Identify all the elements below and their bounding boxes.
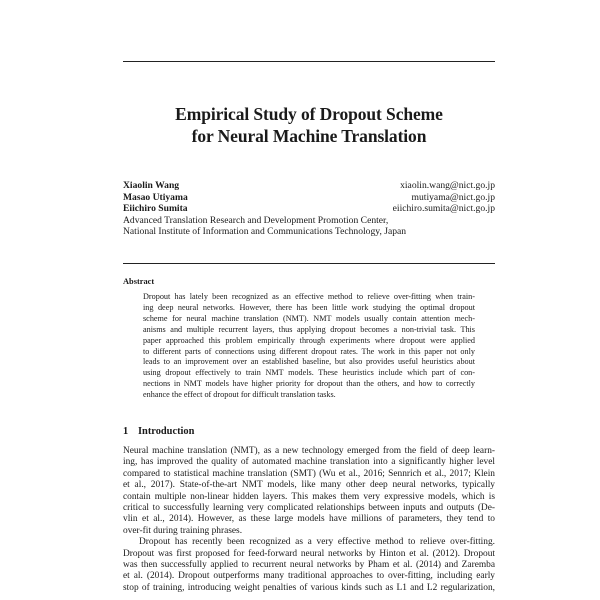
abstract-line: scheme for neural machine translation (NMT). NMT models usually contain attention mech- [143,313,475,323]
intro-line: ing, has improved the quality of automated machine translation into a significantly higher level [123,457,495,468]
affiliation [123,215,495,238]
bottom-rule [123,263,495,264]
abstract-line: enhance the effect of dropout for difficult translation tasks. [143,390,336,400]
abstract-line: to different parts of connections using different dropout rates. The work in this paper not only [143,346,475,356]
intro-line: over-fit during training phrases. [123,525,243,536]
intro-line: was then successfully applied to recurrent neural networks by Pham et al. (2014) and Zaremba [123,560,495,571]
abstract-line: ing deep neural networks. However, there has been little work studying the optimal dropout [143,302,475,312]
abstract-line: Dropout has lately been recognized as an effective method to relieve over-fitting when train- [143,292,475,301]
author-row [123,180,495,192]
author-block [123,180,495,238]
abstract-line: paper approached this problem empirically through experiments where dropout were applied [143,335,475,345]
abstract-line: anisms and multiple recurrent layers, thus applying dropout becomes a non-trivial task. This [143,324,475,334]
author-email: eiichiro.sumita@nict.go.jp [392,203,495,215]
intro-line: Neural machine translation (NMT), as a new technology emerged from the field of deep learn- [123,446,495,456]
affiliation-line-1: Advanced Translation Research and Development Promotion Center, [123,214,389,226]
author-name: Xiaolin Wang [123,180,180,191]
author-email: xiaolin.wang@nict.go.jp [400,180,495,191]
intro-line: Dropout has recently been recognized as a very effective method to relieve over-fitting. [139,537,495,548]
paper-title [123,103,495,147]
intro-line: vlin et al., 2014). However, as these large models have millions of parameters, they tend to [123,514,495,525]
intro-line: compared to statistical machine translation (SMT) (Wu et al., 2016; Sennrich et al., 2017; Klein [123,468,495,479]
title-line-1: Empirical Study of Dropout Scheme [175,104,443,124]
author-row [123,203,495,215]
section-title: Introduction [138,426,195,437]
abstract-body [143,292,475,401]
author-email: mutiyama@nict.go.jp [411,191,495,203]
intro-line: et al., 2017). State-of-the-art NMT models, like many other deep neural networks, typically [123,480,495,491]
author-row [123,192,495,204]
introduction-body [123,446,495,594]
intro-line: contain multiple non-linear hidden layers. This makes them very expressive models, which is [123,491,495,502]
top-rule [123,61,495,62]
intro-line: stop of training, introducing weight penalties of various kinds such as L1 and L2 regularization, [123,582,495,593]
abstract-line: nections in NMT models have higher priority for dropout than the others, and how to correctly [143,379,475,389]
section-number: 1 [123,426,129,437]
author-name: Eiichiro Sumita [123,203,188,215]
abstract-line: leads to an improvement over an established baseline, but also provides useful heuristics about [143,357,475,367]
intro-line: Dropout was first proposed for feed-forward neural networks by Hinton et al. (2012). Dropout [123,548,495,559]
author-name: Masao Utiyama [123,191,188,203]
affiliation-line-2: National Institute of Information and Communications Technology, Japan [123,226,407,238]
title-line-2: for Neural Machine Translation [191,126,427,146]
abstract-line: using dropout effectively to train NMT models. These heuristics include which part of con- [143,368,475,378]
intro-line: et al. (2014). Dropout outperforms many traditional approaches to over-fitting, including early [123,571,495,582]
abstract-heading: Abstract [123,277,155,286]
section-heading [123,426,194,437]
intro-line: critical to successfully learning very complicated relationships between inputs and outputs (De- [123,503,495,514]
